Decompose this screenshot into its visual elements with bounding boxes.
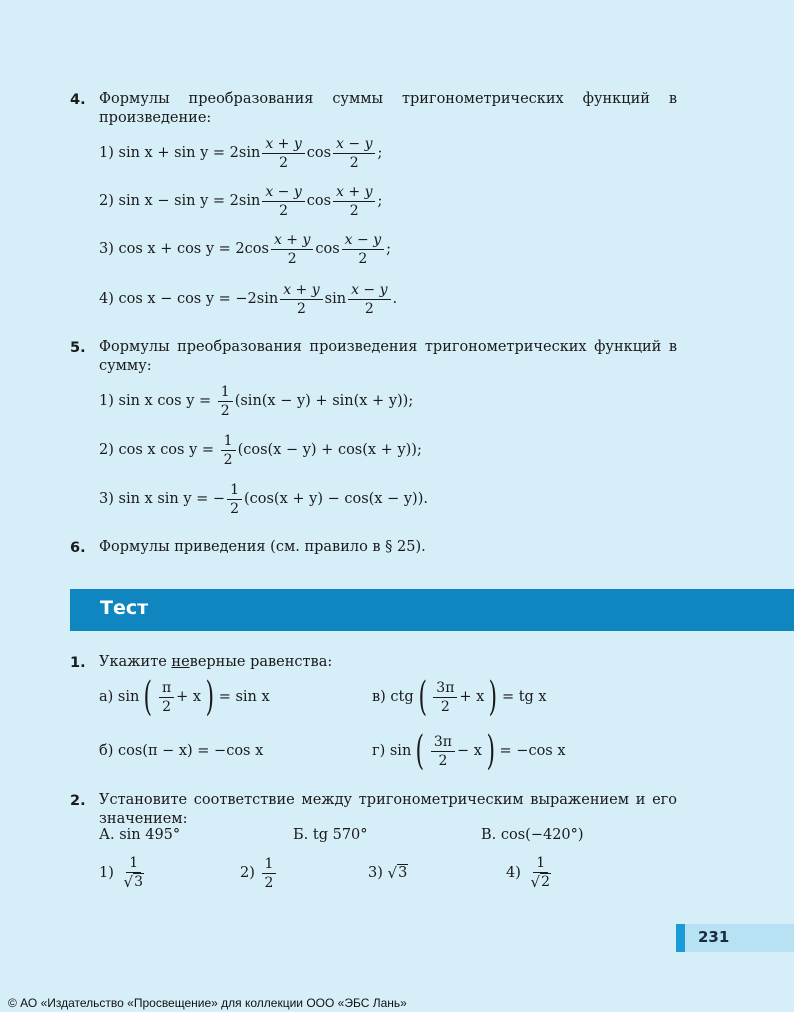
copyright-notice: © АО «Издательство «Просвещение» для коллекции ООО «ЭБС Лань» (8, 996, 407, 1010)
section-5-text: Формулы преобразования произведения тригонометрических функций в сумму: (99, 339, 677, 374)
q1-option-v: в) ctg ( $\frac{3\pi}{2}$ + x ) = tg x (372, 674, 547, 720)
q2-expr-a: А. sin 495° (99, 827, 181, 843)
formula-4-4: 4) cos x − cos y = −2sin $\frac{x + y}{2}$ sin $\frac{x - y}{2}$ . (99, 281, 398, 317)
q2-expr-b: Б. tg 570° (293, 827, 368, 843)
q2-answer-1: 1) 1 √ 3 (99, 855, 143, 891)
section-6-text: Формулы приведения (см. правило в § 25). (99, 539, 426, 555)
page-number-marker (676, 924, 685, 952)
formula-5-1: 1) sin x cos y = $\frac{1}{2}$ (sin(x − y) + sin(x + y)); (99, 383, 414, 419)
test-header-bar (70, 589, 794, 631)
q1-text: Укажите неверные равенства: (99, 654, 333, 670)
section-4-number: 4. (70, 92, 86, 108)
q2-text: Установите соответствие между тригонометрическим выражением и его значением: (99, 792, 677, 827)
formula-4-2: 2) sin x − sin y = 2sin $\frac{x - y}{2}$ cos $\frac{x + y}{2}$ ; (99, 183, 383, 219)
q2-number: 2. (70, 793, 86, 809)
formula-5-3: 3) sin x sin y = − $\frac{1}{2}$ (cos(x + y) − cos(x − y)). (99, 481, 428, 517)
formula-5-2: 2) cos x cos y = $\frac{1}{2}$ (cos(x − y) + cos(x + y)); (99, 432, 422, 468)
page-number-bar (676, 924, 794, 952)
q2-answer-2: 2) $\frac{1}{2}$ (240, 850, 278, 896)
q2-answer-4: 4) 1 √ 2 (506, 855, 550, 891)
formula-4-3: 3) cos x + cos y = 2cos $\frac{x + y}{2}$ cos $\frac{x - y}{2}$ ; (99, 231, 391, 267)
formula-4-1: 1) sin x + sin y = 2sin $\frac{x + y}{2}$ cos $\frac{x - y}{2}$ ; (99, 135, 383, 171)
q1-option-g: г) sin ( $\frac{3\pi}{2}$ − x ) = −cos x (372, 728, 566, 774)
q1-option-a: а) sin ( $\frac{\pi}{2}$ + x ) = sin x (99, 674, 270, 720)
q2-expr-v: В. cos(−420°) (481, 827, 584, 843)
section-4-text: Формулы преобразования суммы тригонометрических функций в произведение: (99, 91, 677, 126)
q1-option-b: б) cos(π − x) = −cos x (99, 743, 264, 759)
test-title: Тест (100, 597, 149, 619)
q1-number: 1. (70, 655, 86, 671)
page-number: 231 (698, 928, 730, 946)
q2-answer-3: 3) √ 3 (368, 864, 408, 882)
section-6-number: 6. (70, 540, 86, 556)
section-5-number: 5. (70, 340, 86, 356)
